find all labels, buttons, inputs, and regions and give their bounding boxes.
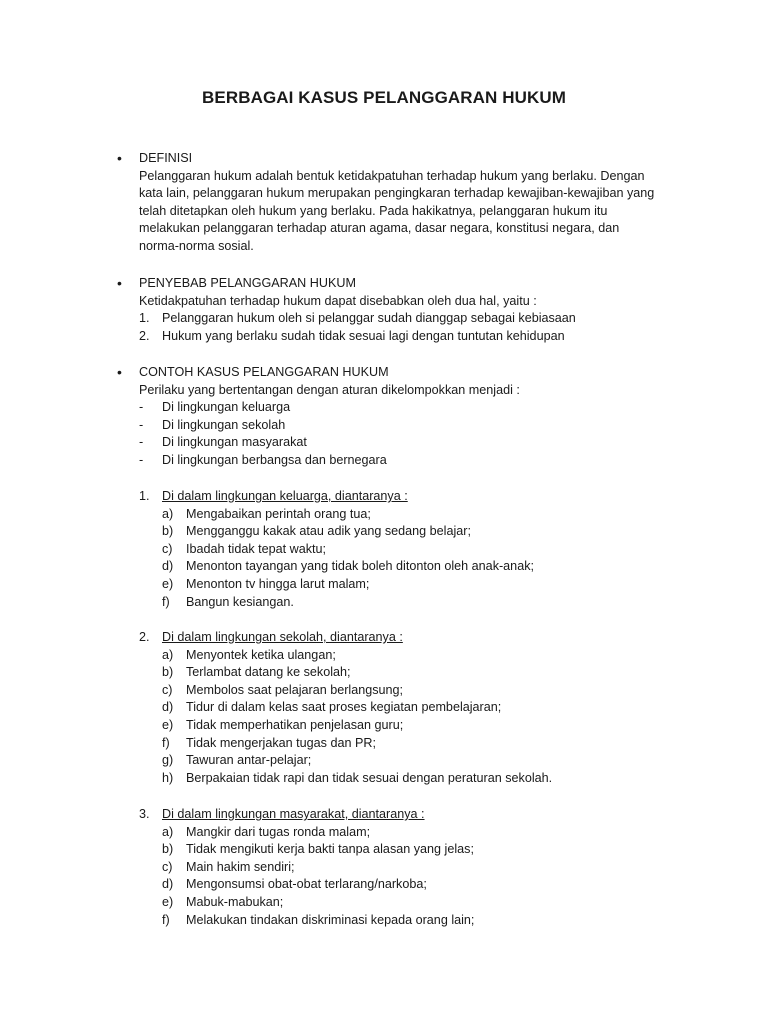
list-item: [0, 699, 768, 717]
item-text: Mengabaikan perintah orang tua;: [186, 506, 371, 521]
item-letter: d): [162, 877, 174, 892]
group-masyarakat: [0, 806, 768, 929]
item-text: Hukum yang berlaku sudah tidak sesuai lagi dengan tuntutan kehidupan: [162, 328, 565, 343]
list-item: [0, 434, 768, 452]
group-heading: Di dalam lingkungan keluarga, diantaranya :: [162, 489, 408, 503]
item-letter: e): [162, 717, 174, 732]
section-intro: Perilaku yang bertentangan dengan aturan dikelompokkan menjadi :: [139, 382, 520, 397]
list-item: [0, 328, 768, 346]
list-item: [0, 912, 768, 930]
bullet-icon: •: [117, 364, 122, 380]
group-heading: Di dalam lingkungan masyarakat, diantaranya :: [162, 807, 425, 821]
item-text: Mangkir dari tugas ronda malam;: [186, 824, 371, 839]
bullet-icon: •: [117, 275, 122, 291]
item-text: Membolos saat pelajaran berlangsung;: [186, 682, 404, 697]
group-number: 2.: [139, 630, 150, 644]
list-item: [0, 523, 768, 541]
list-item: [0, 558, 768, 576]
list-item: [0, 594, 768, 612]
paragraph-line: norma-norma sosial.: [139, 238, 254, 253]
list-item: [0, 717, 768, 735]
item-text: Menyontek ketika ulangan;: [186, 647, 336, 662]
section-heading: DEFINISI: [139, 151, 193, 165]
dash-marker: -: [139, 417, 144, 432]
bullet-icon: •: [117, 150, 122, 166]
list-item: [0, 541, 768, 559]
dash-marker: -: [139, 452, 144, 467]
section-intro: Ketidakpatuhan terhadap hukum dapat disebabkan oleh dua hal, yaitu :: [139, 293, 537, 308]
item-letter: e): [162, 576, 174, 591]
list-item: [0, 876, 768, 894]
group-number: 3.: [139, 807, 150, 821]
section-definisi: [0, 150, 768, 253]
item-text: Di lingkungan masyarakat: [162, 435, 307, 450]
list-item: [0, 452, 768, 470]
paragraph-line: telah ditetapkan oleh hukum yang berlaku. Pada hakikatnya, pelanggaran hukum itu: [139, 203, 608, 218]
item-text: Menonton tv hingga larut malam;: [186, 576, 370, 591]
item-number: 1.: [139, 311, 150, 326]
item-text: Mengganggu kakak atau adik yang sedang belajar;: [186, 524, 471, 539]
item-letter: d): [162, 559, 174, 574]
item-letter: h): [162, 770, 174, 785]
item-text: Bangun kesiangan.: [186, 594, 294, 609]
item-text: Di lingkungan keluarga: [162, 400, 291, 415]
item-text: Di lingkungan berbangsa dan bernegara: [162, 452, 387, 467]
item-text: Mabuk-mabukan;: [186, 894, 284, 909]
group-number: 1.: [139, 489, 150, 503]
list-item: [0, 664, 768, 682]
item-letter: c): [162, 859, 173, 874]
paragraph-line: Pelanggaran hukum adalah bentuk ketidakpatuhan terhadap hukum yang berlaku. Dengan: [139, 168, 645, 183]
item-text: Main hakim sendiri;: [186, 859, 295, 874]
item-letter: g): [162, 753, 174, 768]
item-letter: f): [162, 735, 170, 750]
section-contoh: [0, 364, 768, 470]
item-letter: c): [162, 541, 173, 556]
item-letter: a): [162, 647, 174, 662]
group-sekolah: [0, 629, 768, 787]
item-text: Menonton tayangan yang tidak boleh ditonton oleh anak-anak;: [186, 559, 534, 574]
section-penyebab: [0, 275, 768, 345]
item-text: Di lingkungan sekolah: [162, 417, 286, 432]
dash-marker: -: [139, 435, 144, 450]
list-item: [0, 894, 768, 912]
item-text: Tidak memperhatikan penjelasan guru;: [186, 717, 404, 732]
item-text: Melakukan tindakan diskriminasi kepada orang lain;: [186, 912, 475, 927]
list-item: [0, 859, 768, 877]
section-heading: CONTOH KASUS PELANGGARAN HUKUM: [139, 365, 389, 379]
list-item: [0, 770, 768, 788]
item-letter: b): [162, 665, 174, 680]
item-number: 2.: [139, 328, 150, 343]
definisi-paragraph: [139, 168, 679, 256]
item-text: Berpakaian tidak rapi dan tidak sesuai dengan peraturan sekolah.: [186, 770, 553, 785]
list-item: [0, 841, 768, 859]
item-letter: f): [162, 912, 170, 927]
item-text: Mengonsumsi obat-obat terlarang/narkoba;: [186, 877, 427, 892]
list-item: [0, 399, 768, 417]
item-text: Tawuran antar-pelajar;: [186, 753, 312, 768]
item-text: Tidur di dalam kelas saat proses kegiatan pembelajaran;: [186, 700, 502, 715]
item-letter: c): [162, 682, 173, 697]
item-text: Ibadah tidak tepat waktu;: [186, 541, 327, 556]
item-letter: e): [162, 894, 174, 909]
paragraph-line: kata lain, pelanggaran hukum merupakan pengingkaran terhadap kewajiban-kewajiban yang: [139, 186, 655, 201]
item-text: Tidak mengerjakan tugas dan PR;: [186, 735, 376, 750]
item-letter: a): [162, 824, 174, 839]
list-item: [0, 682, 768, 700]
group-heading: Di dalam lingkungan sekolah, diantaranya :: [162, 630, 403, 644]
list-item: [0, 310, 768, 328]
item-letter: b): [162, 842, 174, 857]
list-item: [0, 735, 768, 753]
group-keluarga: [0, 488, 768, 611]
section-heading: PENYEBAB PELANGGARAN HUKUM: [139, 276, 356, 290]
dash-marker: -: [139, 400, 144, 415]
list-item: [0, 824, 768, 842]
item-letter: b): [162, 524, 174, 539]
list-item: [0, 576, 768, 594]
item-text: Pelanggaran hukum oleh si pelanggar sudah dianggap sebagai kebiasaan: [162, 311, 576, 326]
item-text: Terlambat datang ke sekolah;: [186, 665, 351, 680]
item-letter: f): [162, 594, 170, 609]
paragraph-line: melakukan pelanggaran terhadap aturan agama, dasar negara, konstitusi negara, dan: [139, 221, 620, 236]
item-text: Tidak mengikuti kerja bakti tanpa alasan yang jelas;: [186, 842, 474, 857]
document-title: BERBAGAI KASUS PELANGGARAN HUKUM: [202, 88, 566, 107]
list-item: [0, 647, 768, 665]
item-letter: d): [162, 700, 174, 715]
list-item: [0, 752, 768, 770]
list-item: [0, 417, 768, 435]
list-item: [0, 506, 768, 524]
item-letter: a): [162, 506, 174, 521]
